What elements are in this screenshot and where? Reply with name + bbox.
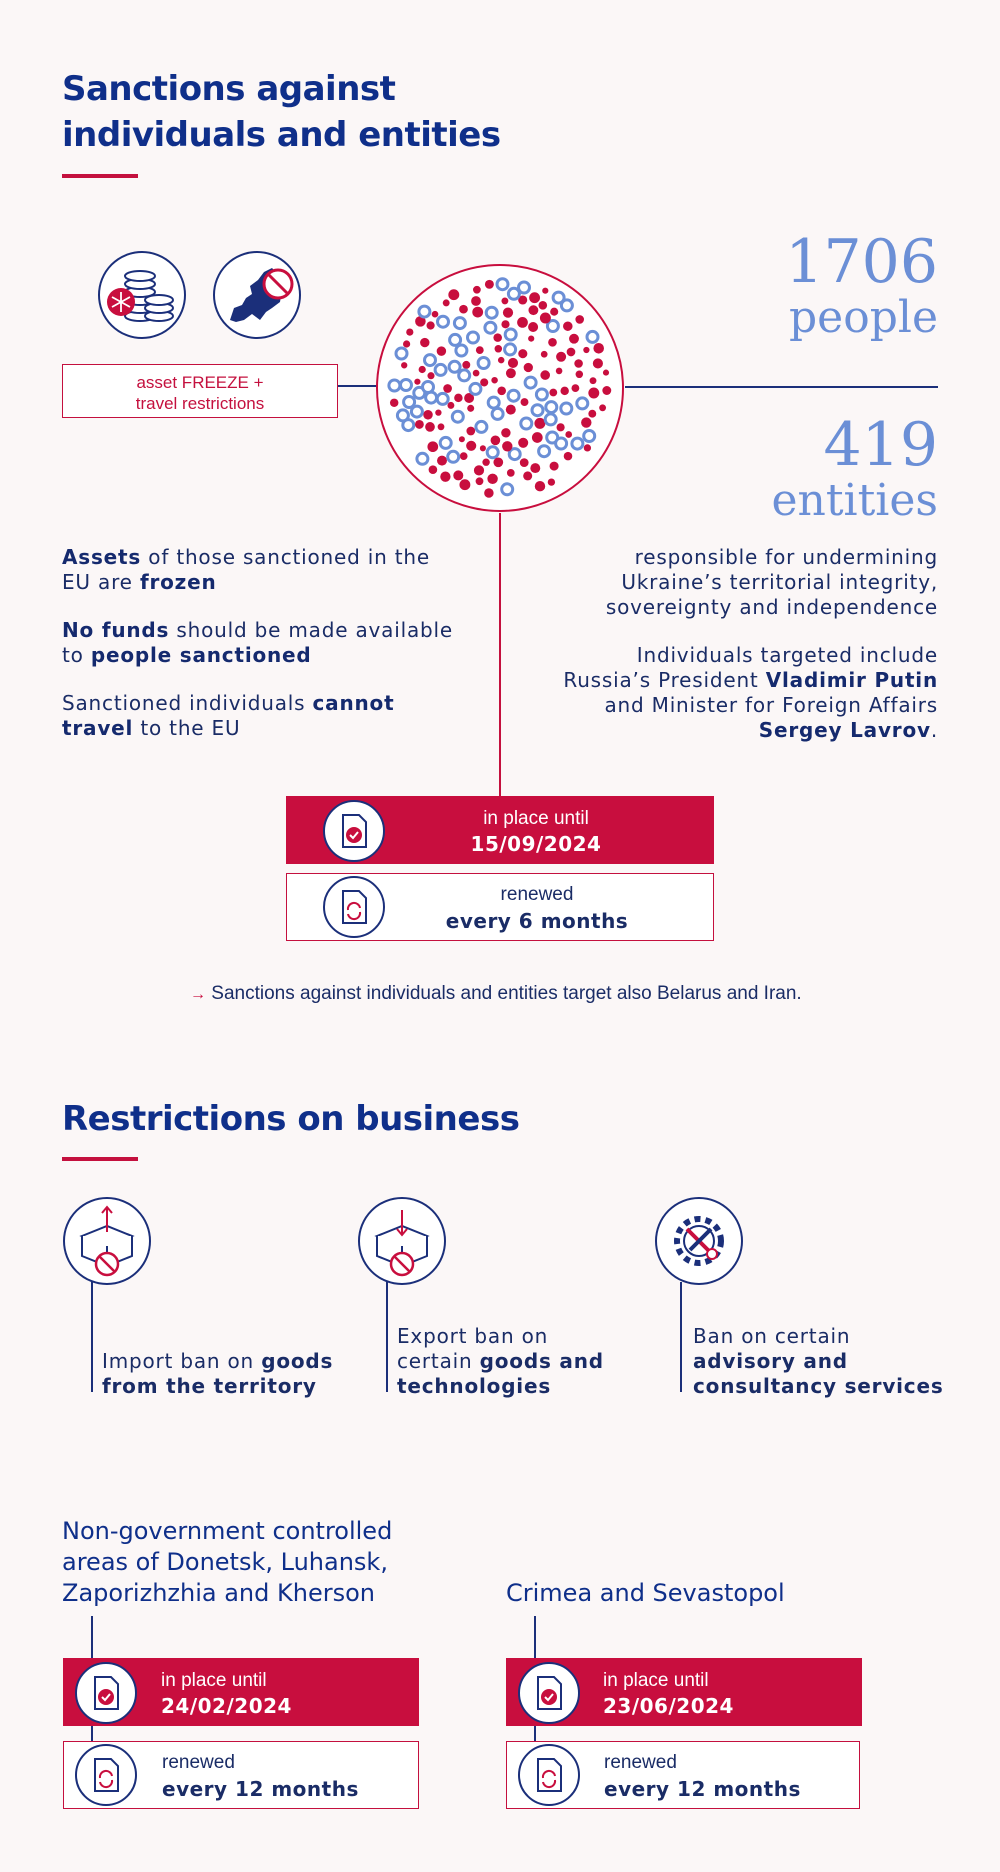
tag-line-1: asset FREEZE + xyxy=(136,373,264,392)
person-dot xyxy=(574,359,583,368)
entity-dot xyxy=(476,421,487,432)
entity-dot xyxy=(478,358,489,369)
region-crimea-title: Crimea and Sevastopol xyxy=(506,1579,785,1607)
assets-frozen-text: Assets of those sanctioned in the EU are frozen xyxy=(62,545,430,594)
coins-freeze-icon xyxy=(97,250,187,340)
person-dot xyxy=(588,388,599,399)
person-dot xyxy=(528,322,538,332)
entity-dot xyxy=(532,405,543,416)
person-dot xyxy=(557,423,565,431)
person-dot xyxy=(435,409,441,415)
entity-dot xyxy=(509,449,520,460)
person-dot xyxy=(491,377,497,383)
person-dot xyxy=(498,357,504,363)
person-dot xyxy=(507,469,515,477)
entity-dot xyxy=(397,410,408,421)
person-dot xyxy=(403,340,410,347)
document-renew-icon xyxy=(323,876,385,938)
entity-dot xyxy=(459,370,470,381)
person-dot xyxy=(541,351,548,358)
person-dot xyxy=(415,420,424,429)
footnote xyxy=(190,983,802,1005)
entity-dot xyxy=(411,406,422,417)
entities-number: 419 xyxy=(823,410,938,480)
person-dot xyxy=(556,368,563,375)
circle-connector xyxy=(499,513,501,796)
person-dot xyxy=(390,399,398,407)
document-renew-icon xyxy=(518,1744,580,1806)
person-dot xyxy=(556,352,566,362)
left-description xyxy=(62,545,482,741)
entity-dot xyxy=(401,380,412,391)
region-title-line: Zaporizhzhia and Kherson xyxy=(62,1579,375,1607)
person-dot xyxy=(491,435,501,445)
person-dot xyxy=(493,457,503,467)
title-underline xyxy=(62,174,138,178)
person-dot xyxy=(453,470,463,480)
people-stat xyxy=(700,227,938,343)
entity-dot xyxy=(545,414,556,425)
person-dot xyxy=(583,347,589,353)
person-dot xyxy=(518,438,528,448)
person-dot xyxy=(508,358,518,368)
person-dot xyxy=(414,379,420,385)
person-dot xyxy=(538,301,547,310)
in-place-date: 23/06/2024 xyxy=(603,1694,734,1718)
region-title-line: Non-government controlled xyxy=(62,1517,393,1545)
person-dot xyxy=(471,296,481,306)
travel-ban-text: Sanctioned individuals cannot travel to the EU xyxy=(62,691,395,740)
person-dot xyxy=(480,378,488,386)
person-dot xyxy=(603,370,609,376)
entity-dot xyxy=(417,453,428,464)
entity-dot xyxy=(448,451,459,462)
entity-dot xyxy=(525,377,536,388)
person-dot xyxy=(438,423,445,430)
sanctioned-dots-circle xyxy=(375,263,625,513)
person-dot xyxy=(560,387,568,395)
person-dot xyxy=(427,321,435,329)
person-dot xyxy=(520,458,529,467)
renewed-period: every 6 months xyxy=(445,909,629,933)
person-dot xyxy=(563,321,573,331)
person-dot xyxy=(427,441,438,452)
entity-dot xyxy=(505,344,516,355)
person-dot xyxy=(518,349,527,358)
renewed-label: renewed xyxy=(500,884,574,905)
entity-dot xyxy=(521,418,532,429)
services-ban-text: Ban on certain advisory and consultancy services xyxy=(693,1324,944,1398)
person-dot xyxy=(593,343,604,354)
person-dot xyxy=(420,338,429,347)
entity-dot xyxy=(454,318,465,329)
entities-label: entities xyxy=(771,475,938,526)
person-dot xyxy=(460,452,468,460)
person-dot xyxy=(550,462,559,471)
renewed-period: every 12 months xyxy=(604,1777,801,1801)
person-dot xyxy=(443,384,452,393)
asset-freeze-tag xyxy=(62,364,338,418)
document-check-icon xyxy=(518,1662,580,1724)
entity-dot xyxy=(497,279,508,290)
targeted-individuals-text: Individuals targeted include Russia’s President Vladimir Putin and Minister for Foreign Affairs Sergey Lavrov. xyxy=(563,643,938,742)
person-dot xyxy=(521,398,529,406)
person-dot xyxy=(535,481,545,491)
person-dot xyxy=(528,305,538,315)
person-dot xyxy=(503,308,513,318)
entity-dot xyxy=(547,321,558,332)
person-dot xyxy=(423,410,433,420)
entity-dot xyxy=(572,438,583,449)
services-connector xyxy=(680,1282,682,1392)
person-dot xyxy=(550,308,558,316)
entity-dot xyxy=(508,288,519,299)
person-dot xyxy=(454,394,462,402)
person-dot xyxy=(466,441,476,451)
person-dot xyxy=(523,471,532,480)
entity-dot xyxy=(587,331,598,342)
gear-wrench-ban-icon xyxy=(654,1196,744,1286)
entity-dot xyxy=(438,316,449,327)
person-dot xyxy=(487,474,497,484)
entity-dot xyxy=(456,345,467,356)
in-place-date: 15/09/2024 xyxy=(470,832,602,856)
entity-dot xyxy=(508,390,519,401)
person-dot xyxy=(401,362,407,368)
entity-dot xyxy=(577,398,588,409)
entity-dot xyxy=(487,447,498,458)
entity-dot xyxy=(546,402,557,413)
person-dot xyxy=(532,432,543,443)
in-place-date: 24/02/2024 xyxy=(161,1694,292,1718)
entity-dot xyxy=(485,322,496,333)
person-dot xyxy=(443,299,450,306)
document-check-icon xyxy=(75,1662,137,1724)
person-dot xyxy=(497,386,506,395)
person-dot xyxy=(540,313,551,324)
person-dot xyxy=(501,320,509,328)
person-dot xyxy=(484,488,493,497)
entity-dot xyxy=(470,383,481,394)
people-number: 1706 xyxy=(785,227,938,297)
section-title xyxy=(62,66,501,158)
person-dot xyxy=(588,410,596,418)
entities-stat xyxy=(700,410,938,526)
business-section-title: Restrictions on business xyxy=(62,1099,520,1139)
import-connector xyxy=(91,1282,93,1392)
business-title-underline xyxy=(62,1157,138,1161)
box-export-ban-icon xyxy=(357,1196,447,1286)
export-ban-text: Export ban on certain goods and technologies xyxy=(397,1324,604,1398)
person-dot xyxy=(602,386,611,395)
entity-dot xyxy=(561,403,572,414)
export-connector xyxy=(386,1282,388,1392)
person-dot xyxy=(448,289,459,300)
entity-dot xyxy=(437,393,448,404)
person-dot xyxy=(459,436,465,442)
person-dot xyxy=(432,311,439,318)
person-dot xyxy=(540,370,550,380)
person-dot xyxy=(447,402,454,409)
tag-line-2: travel restrictions xyxy=(135,394,265,413)
person-dot xyxy=(467,405,474,412)
entity-dot xyxy=(488,397,499,408)
person-dot xyxy=(429,465,438,474)
title-line-2: individuals and entities xyxy=(62,115,501,155)
person-dot xyxy=(427,372,434,379)
entity-dot xyxy=(450,334,461,345)
box-import-ban-icon xyxy=(62,1196,152,1286)
person-dot xyxy=(584,444,591,451)
person-dot xyxy=(548,338,557,347)
person-dot xyxy=(437,456,447,466)
entity-dot xyxy=(468,332,479,343)
person-dot xyxy=(506,405,516,415)
footnote-text: Sanctions against individuals and entities target also Belarus and Iran. xyxy=(211,983,802,1004)
person-dot xyxy=(529,292,540,303)
person-dot xyxy=(419,366,426,373)
entity-dot xyxy=(492,408,503,419)
entity-dot xyxy=(389,380,400,391)
region-title-line: areas of Donetsk, Luhansk, xyxy=(62,1548,388,1576)
person-dot xyxy=(564,452,573,461)
person-dot xyxy=(473,370,480,377)
region-donetsk-title xyxy=(62,1516,462,1609)
person-dot xyxy=(524,363,533,372)
person-dot xyxy=(542,288,548,294)
entity-dot xyxy=(452,411,463,422)
person-dot xyxy=(476,477,484,485)
right-description xyxy=(520,545,938,743)
entity-dot xyxy=(505,329,516,340)
entity-dot xyxy=(539,446,550,457)
person-dot xyxy=(590,377,597,384)
person-dot xyxy=(569,334,579,344)
entity-dot xyxy=(556,438,567,449)
person-dot xyxy=(576,371,583,378)
person-dot xyxy=(495,345,503,353)
person-dot xyxy=(473,286,481,294)
person-dot xyxy=(567,348,576,357)
people-label: people xyxy=(789,292,938,343)
document-check-icon xyxy=(323,800,385,862)
entity-dot xyxy=(440,437,451,448)
person-dot xyxy=(474,465,484,475)
person-dot xyxy=(575,315,584,324)
person-dot xyxy=(485,280,494,289)
person-dot xyxy=(425,422,435,432)
person-dot xyxy=(459,479,470,490)
person-dot xyxy=(502,441,512,451)
stats-divider xyxy=(625,386,938,388)
person-dot xyxy=(466,427,475,436)
entity-dot xyxy=(502,484,513,495)
person-dot xyxy=(581,417,591,427)
person-dot xyxy=(437,346,446,355)
document-renew-icon xyxy=(75,1744,137,1806)
person-dot xyxy=(459,305,468,314)
person-dot xyxy=(501,428,510,437)
entity-dot xyxy=(419,306,430,317)
person-dot xyxy=(593,358,603,368)
renewed-label: renewed xyxy=(604,1752,677,1773)
tag-connector xyxy=(338,385,378,387)
person-dot xyxy=(549,389,557,397)
entity-dot xyxy=(396,348,407,359)
renewed-label: renewed xyxy=(162,1752,235,1773)
person-dot xyxy=(565,431,572,438)
renewed-period: every 12 months xyxy=(162,1777,359,1801)
person-dot xyxy=(472,307,483,318)
in-place-label: in place until xyxy=(161,1670,267,1691)
person-dot xyxy=(530,463,540,473)
person-dot xyxy=(476,346,484,354)
undermining-text: responsible for undermining Ukraine’s territorial integrity, sovereignty and independence xyxy=(605,545,938,619)
entity-dot xyxy=(425,355,436,366)
entity-dot xyxy=(536,389,547,400)
person-dot xyxy=(480,445,486,451)
europe-map-no-entry-icon xyxy=(212,250,302,340)
no-funds-text: No funds should be made available to people sanctioned xyxy=(62,618,453,667)
in-place-label: in place until xyxy=(483,808,589,829)
person-dot xyxy=(599,404,606,411)
in-place-label: in place until xyxy=(603,1670,709,1691)
person-dot xyxy=(548,478,555,485)
import-ban-text: Import ban on goods from the territory xyxy=(102,1349,334,1398)
entity-dot xyxy=(486,307,497,318)
person-dot xyxy=(528,336,534,342)
entity-dot xyxy=(423,382,434,393)
person-dot xyxy=(493,333,502,342)
title-line-1: Sanctions against xyxy=(62,69,396,109)
person-dot xyxy=(571,384,579,392)
person-dot xyxy=(462,361,470,369)
entity-dot xyxy=(435,364,446,375)
entity-dot xyxy=(449,361,460,372)
entity-dot xyxy=(584,431,595,442)
entity-dot xyxy=(553,292,564,303)
person-dot xyxy=(440,472,450,482)
person-dot xyxy=(506,368,516,378)
person-dot xyxy=(406,329,413,336)
arrow-right-icon: → xyxy=(190,986,206,1003)
person-dot xyxy=(517,317,528,328)
person-dot xyxy=(482,458,489,465)
person-dot xyxy=(501,297,508,304)
